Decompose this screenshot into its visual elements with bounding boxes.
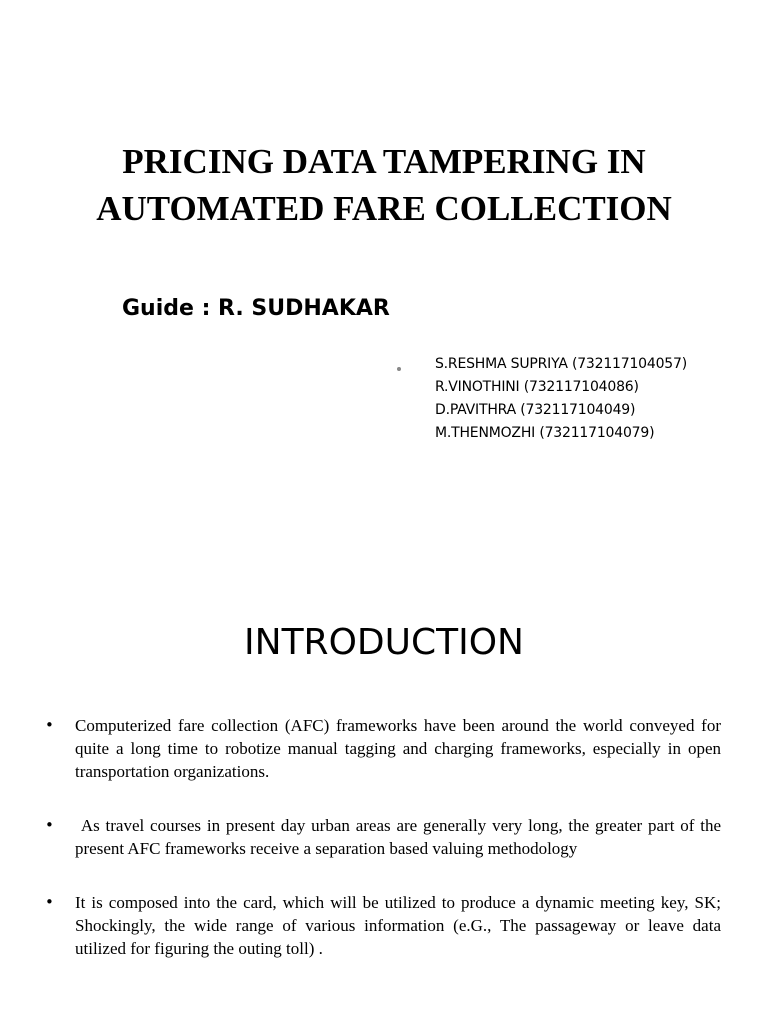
- bullet-text: As travel courses in present day urban areas are generally very long, the greater part of the present AFC frameworks receive a separation based valuing methodology: [75, 816, 721, 858]
- student-item: D.PAVITHRA (732117104049): [435, 402, 636, 418]
- bullet-item: [0, 814, 768, 860]
- introduction-heading: INTRODUCTION: [244, 622, 524, 663]
- title-line-1: PRICING DATA TAMPERING IN: [122, 142, 646, 181]
- bullet-item: [0, 714, 768, 783]
- title-slide: [0, 0, 768, 510]
- title-line-2: AUTOMATED FARE COLLECTION: [96, 189, 672, 228]
- bullet-icon: •: [45, 893, 54, 911]
- student-list: [435, 353, 687, 445]
- introduction-slide: [0, 510, 768, 1024]
- bullet-list: [0, 714, 768, 960]
- bullet-text: It is composed into the card, which will be utilized to produce a dynamic meeting key, SK; Shockingly, the wide range of various information (e.G., The passageway or leave data utilized for figuring the outing toll) .: [75, 893, 721, 958]
- bullet-icon: •: [45, 816, 54, 834]
- bullet-text: Computerized fare collection (AFC) frameworks have been around the world conveyed for quite a long time to robotize manual tagging and charging frameworks, especially in open transportation organizations.: [75, 716, 721, 781]
- student-item: S.RESHMA SUPRIYA (732117104057): [435, 356, 687, 372]
- bullet-dot-icon: [397, 367, 401, 371]
- student-item: R.VINOTHINI (732117104086): [435, 379, 639, 395]
- student-item: M.THENMOZHI (732117104079): [435, 425, 655, 441]
- presentation-title: [0, 138, 768, 232]
- bullet-icon: •: [45, 716, 54, 734]
- guide-name: Guide : R. SUDHAKAR: [122, 296, 390, 321]
- bullet-item: [0, 891, 768, 960]
